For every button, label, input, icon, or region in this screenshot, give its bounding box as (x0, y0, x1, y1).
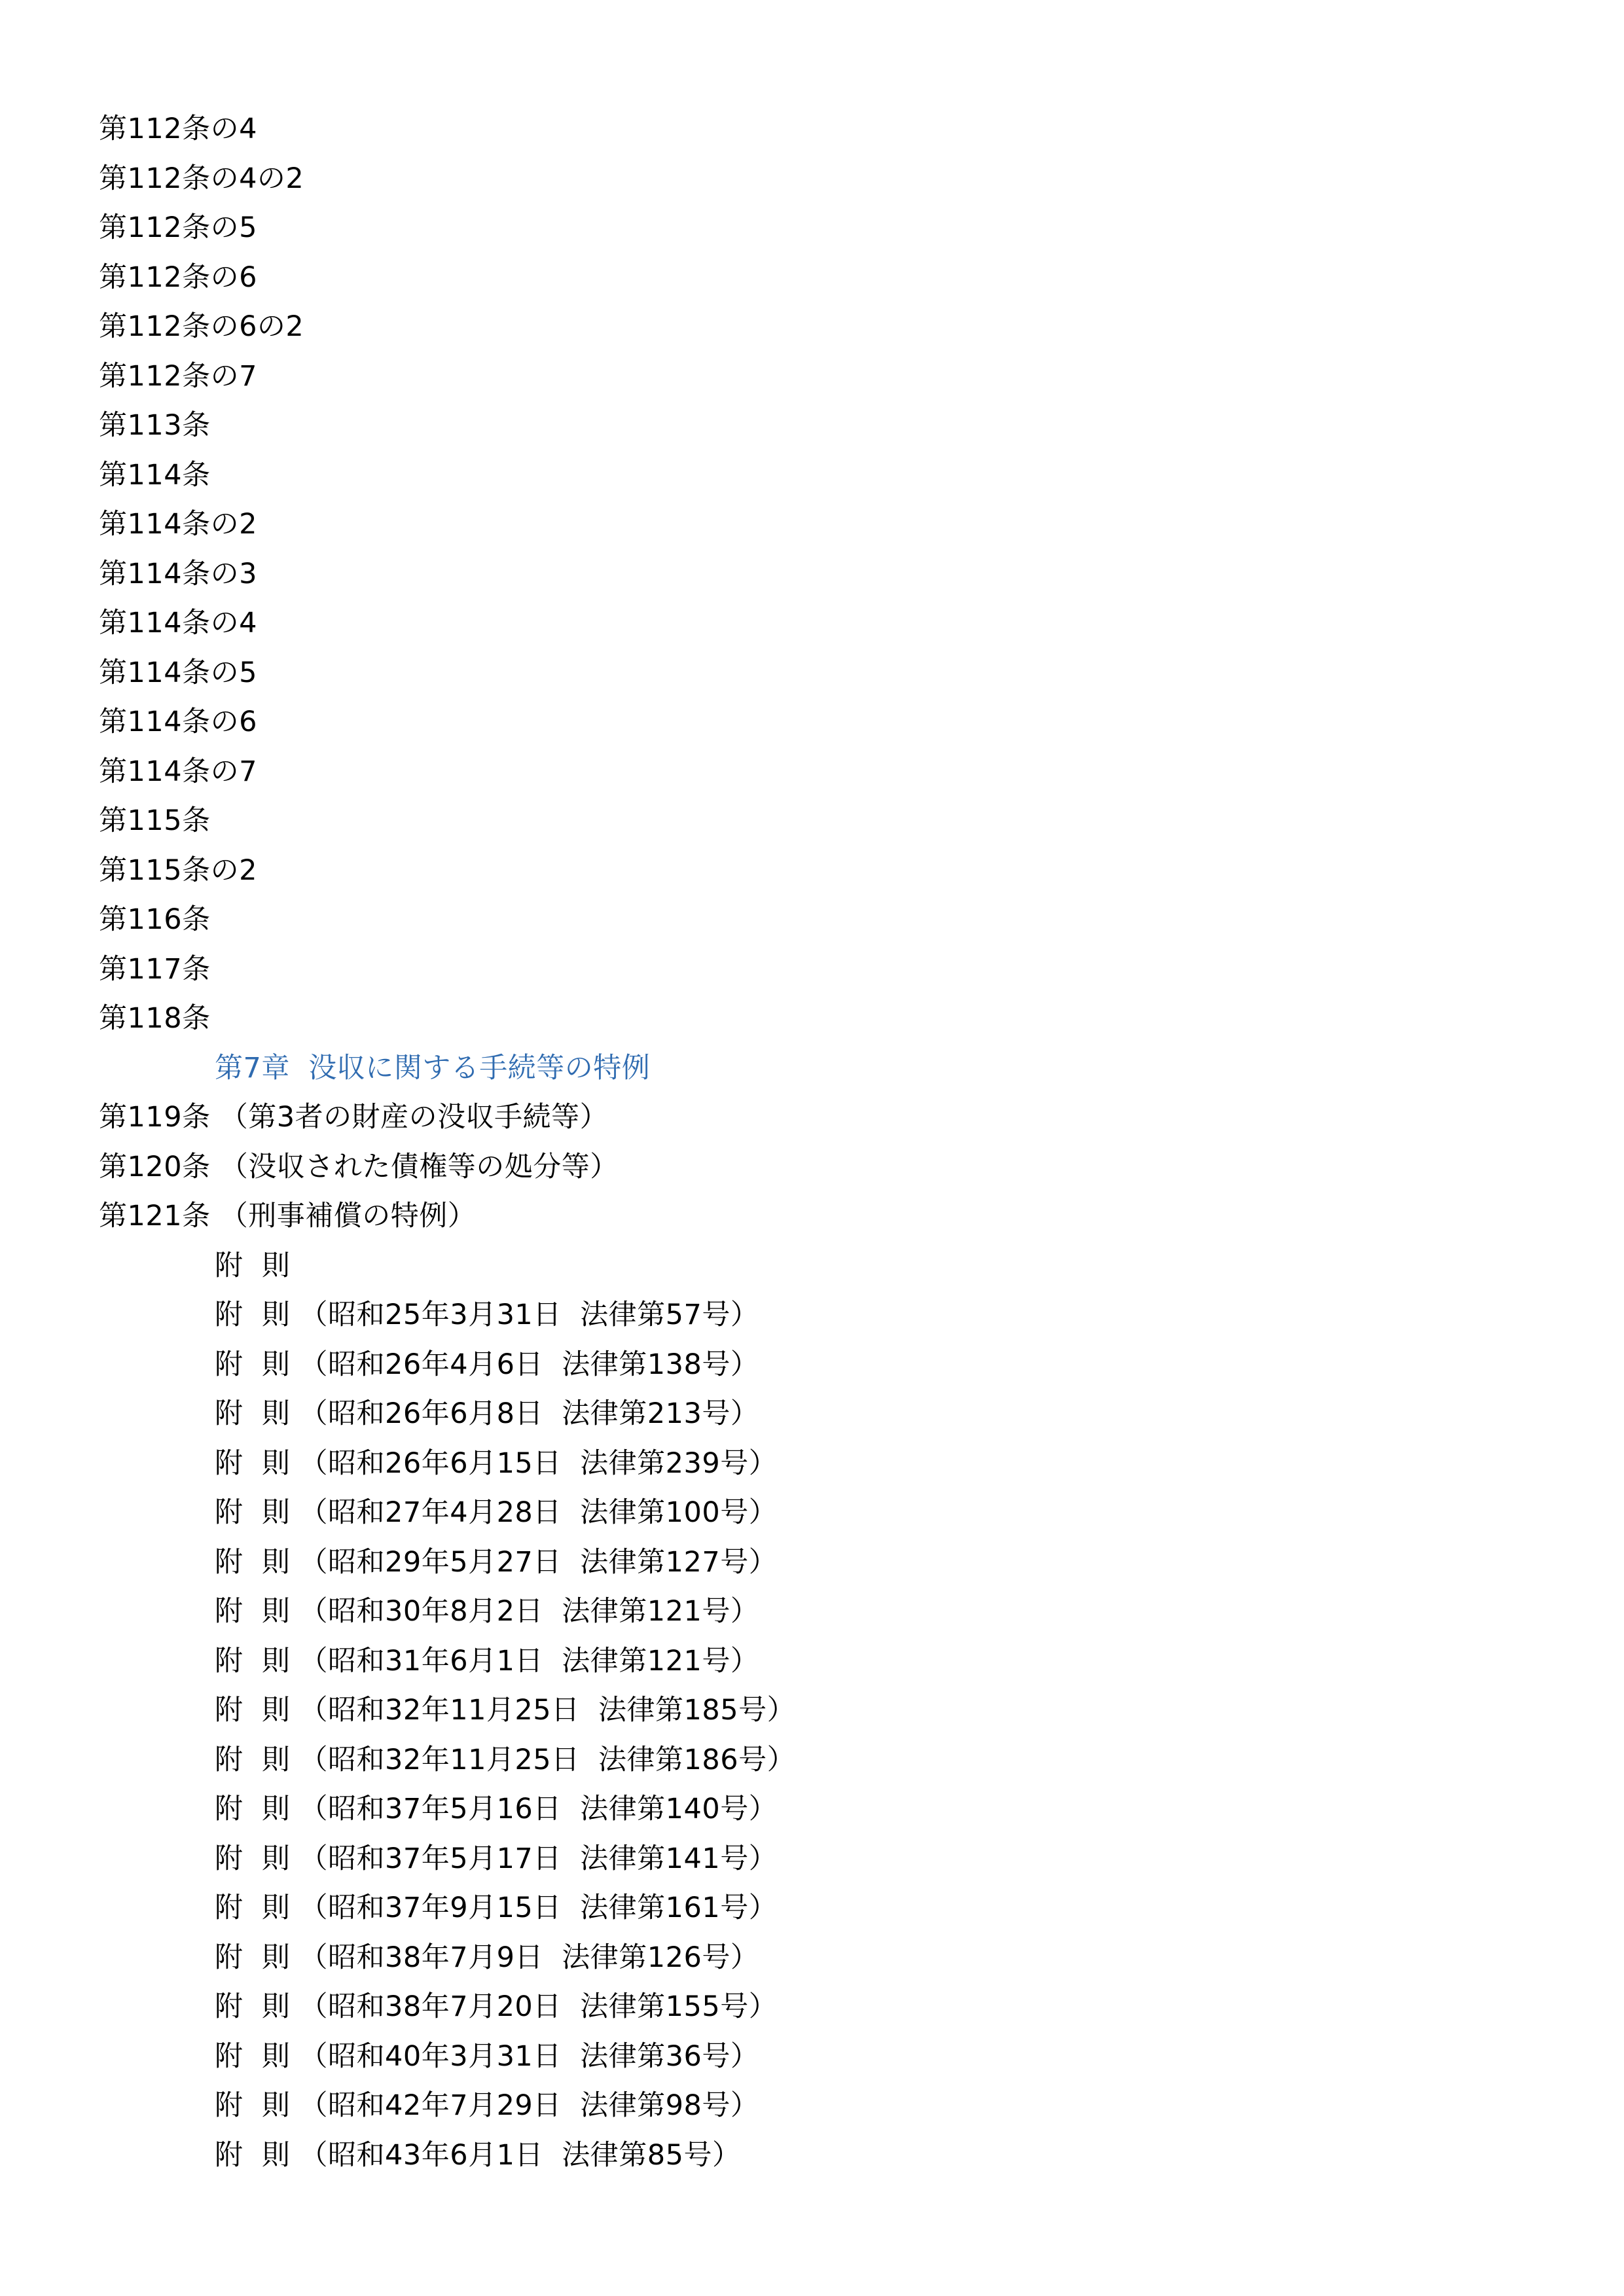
toc-entry-article[interactable]: 第118条 (99, 1002, 211, 1035)
toc-entry-article[interactable]: 第112条の4の2 (99, 162, 304, 195)
toc-entry-supplement[interactable]: 附 則 （昭和26年6月15日 法律第239号） (215, 1446, 778, 1480)
toc-entry-supplement[interactable]: 附 則 （昭和42年7月29日 法律第98号） (215, 2089, 759, 2122)
toc-entry-article[interactable]: 第112条の6の2 (99, 310, 304, 343)
toc-entry-article[interactable]: 第121条 （刑事補償の特例） (99, 1200, 477, 1232)
toc-entry-article[interactable]: 第115条 (99, 804, 211, 837)
toc-entry-supplement[interactable]: 附 則 （昭和31年6月1日 法律第121号） (215, 1644, 759, 1677)
toc-entry-article[interactable]: 第114条の4 (99, 607, 257, 639)
toc-entry-article[interactable]: 第117条 (99, 952, 211, 986)
toc-entry-article[interactable]: 第112条の5 (99, 211, 257, 244)
toc-entry-supplement[interactable]: 附 則 （昭和43年6月1日 法律第85号） (215, 2138, 741, 2172)
toc-entry-supplement[interactable]: 附 則 （昭和38年7月9日 法律第126号） (215, 1941, 759, 1974)
toc-entry-article[interactable]: 第114条の5 (99, 656, 257, 689)
toc-entry-article[interactable]: 第116条 (99, 903, 211, 936)
toc-entry-article[interactable]: 第115条の2 (99, 853, 257, 887)
toc-entry-supplement[interactable]: 附 則 （昭和40年3月31日 法律第36号） (215, 2039, 759, 2073)
toc-entry-supplement[interactable]: 附 則 （昭和26年6月8日 法律第213号） (215, 1397, 759, 1430)
toc-entry-supplement[interactable]: 附 則 （昭和29年5月27日 法律第127号） (215, 1545, 778, 1579)
toc-entry-supplement[interactable]: 附 則 （昭和30年8月2日 法律第121号） (215, 1595, 759, 1628)
toc-entry-article[interactable]: 第112条の4 (99, 113, 257, 145)
toc-entry-supplement[interactable]: 附 則 (215, 1249, 291, 1282)
toc-chapter-heading-link[interactable]: 第7章 没収に関する手続等の特例 (215, 1051, 651, 1085)
toc-entry-article[interactable]: 第112条の6 (99, 260, 257, 294)
toc-entry-article[interactable]: 第114条の6 (99, 706, 257, 738)
toc-entry-article[interactable]: 第114条の2 (99, 508, 257, 541)
toc-entry-supplement[interactable]: 附 則 （昭和37年9月15日 法律第161号） (215, 1892, 778, 1924)
toc-entry-article[interactable]: 第114条の7 (99, 755, 257, 788)
toc-entry-supplement[interactable]: 附 則 （昭和26年4月6日 法律第138号） (215, 1348, 759, 1381)
toc-entry-supplement[interactable]: 附 則 （昭和27年4月28日 法律第100号） (215, 1496, 778, 1529)
toc-entry-supplement[interactable]: 附 則 （昭和25年3月31日 法律第57号） (215, 1299, 759, 1331)
table-of-contents (99, 105, 1539, 2180)
toc-entry-supplement[interactable]: 附 則 （昭和38年7月20日 法律第155号） (215, 1990, 778, 2023)
toc-entry-article[interactable]: 第114条 (99, 458, 211, 492)
toc-entry-article[interactable]: 第120条 （没収された債権等の処分等） (99, 1150, 619, 1183)
toc-entry-supplement[interactable]: 附 則 （昭和32年11月25日 法律第185号） (215, 1694, 796, 1727)
toc-entry-article[interactable]: 第114条の3 (99, 557, 257, 590)
toc-entry-supplement[interactable]: 附 則 （昭和37年5月16日 法律第140号） (215, 1793, 778, 1825)
toc-entry-supplement[interactable]: 附 則 （昭和32年11月25日 法律第186号） (215, 1743, 796, 1776)
toc-entry-article[interactable]: 第113条 (99, 409, 211, 442)
toc-entry-article[interactable]: 第112条の7 (99, 359, 257, 393)
toc-entry-article[interactable]: 第119条 （第3者の財産の没収手続等） (99, 1101, 609, 1134)
toc-entry-supplement[interactable]: 附 則 （昭和37年5月17日 法律第141号） (215, 1842, 778, 1875)
